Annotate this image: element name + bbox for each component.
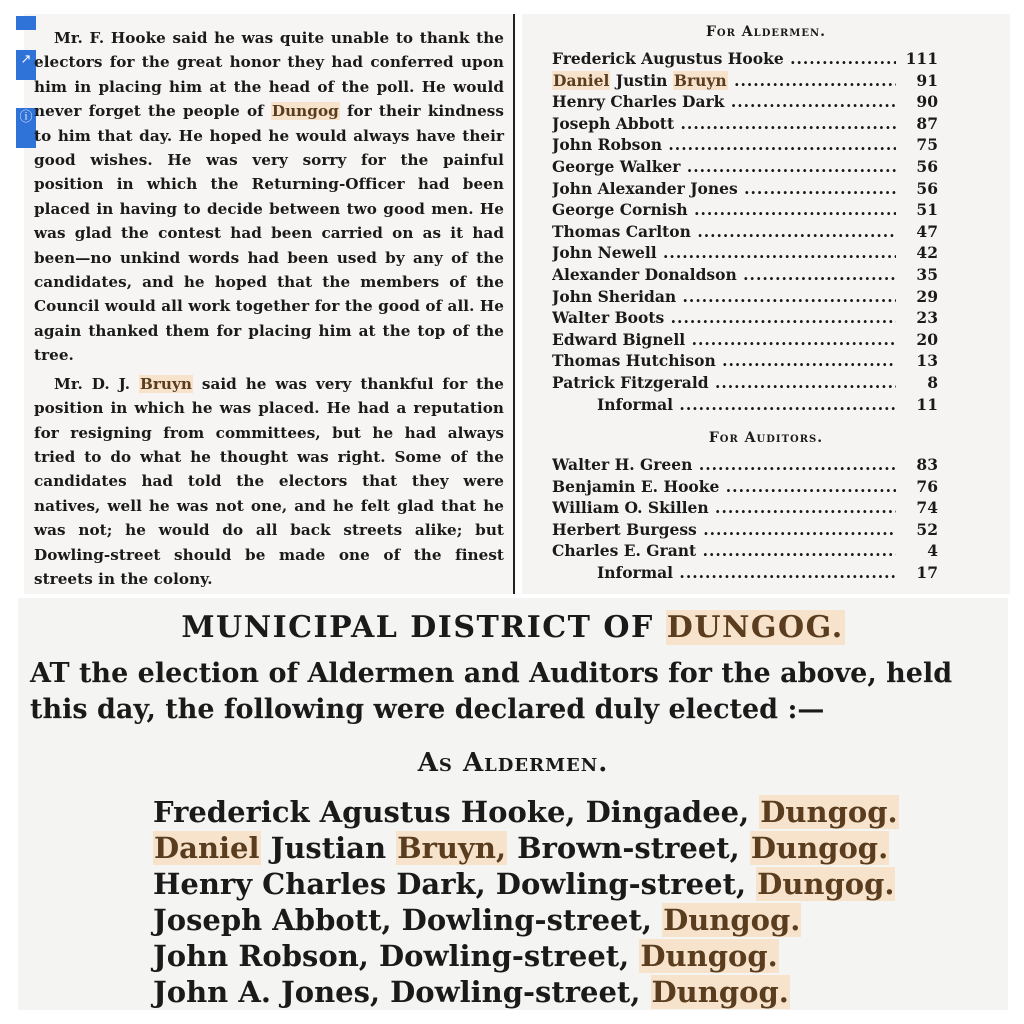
- result-row: [552, 286, 938, 308]
- text-segment: Herbert Burgess: [552, 519, 697, 539]
- result-row: [552, 178, 938, 200]
- result-row: [552, 91, 938, 113]
- auditors-heading: For Auditors.: [708, 430, 824, 446]
- article-paragraph: [34, 372, 504, 592]
- candidate-name: [552, 48, 896, 70]
- candidate-name: [552, 264, 896, 286]
- text-segment: Frederick Augustus Hooke: [552, 49, 784, 68]
- text-segment: Joseph Abbott: [552, 113, 675, 133]
- candidate-name: [552, 519, 896, 541]
- result-row: [552, 497, 938, 519]
- highlighted-term: Dungog: [271, 102, 339, 121]
- vote-count: 90: [916, 92, 938, 112]
- highlighted-term: Bruyn: [673, 70, 727, 90]
- text-segment: John Alexander Jones: [552, 178, 738, 198]
- result-row: [552, 519, 938, 541]
- result-row: [552, 156, 938, 178]
- notice-subheading: As Aldermen.: [417, 748, 609, 778]
- text-segment: Brown-street,: [507, 831, 750, 865]
- candidate-name: [552, 199, 896, 221]
- result-row: [552, 476, 938, 498]
- highlighted-term: Daniel: [154, 831, 260, 865]
- vote-count: 17: [916, 562, 938, 582]
- text-segment: Justian: [260, 831, 397, 865]
- text-segment: MUNICIPAL DISTRICT OF: [181, 610, 666, 645]
- aldermen-results: [552, 48, 938, 415]
- result-row: [552, 70, 938, 92]
- text-segment: Henry Charles Dark, Dowling-street,: [153, 867, 757, 901]
- result-row: [552, 394, 938, 416]
- notice-intro: AT the election of Aldermen and Auditors for the above, held this day, the following were declared duly elected :—: [30, 658, 953, 725]
- text-segment: John Newell: [552, 243, 657, 263]
- viewer-tab-top[interactable]: [16, 16, 36, 30]
- vote-count: 4: [927, 541, 938, 561]
- text-segment: Informal: [597, 394, 674, 414]
- candidate-name: [552, 91, 896, 113]
- aldermen-heading: For Aldermen.: [705, 24, 827, 40]
- result-row: [552, 264, 938, 286]
- results-clipping: [522, 14, 1010, 594]
- vote-count: 20: [916, 329, 938, 349]
- vote-count: 76: [916, 476, 938, 496]
- text-segment: John Robson: [552, 135, 662, 155]
- result-row: [552, 350, 938, 372]
- candidate-name: [552, 476, 896, 498]
- highlighted-term: Bruyn: [139, 374, 192, 393]
- auditors-results: [552, 454, 938, 584]
- highlighted-term: Dungog.: [760, 795, 898, 829]
- elected-alderman: [153, 866, 899, 902]
- candidate-name: [552, 454, 896, 476]
- text-segment: George Walker: [552, 156, 681, 176]
- text-segment: Walter H. Green: [552, 455, 693, 474]
- highlighted-term: Dungog.: [651, 975, 789, 1009]
- candidate-name: [552, 372, 896, 394]
- candidate-name: [552, 394, 896, 416]
- text-segment: Mr. D. J.: [54, 374, 139, 393]
- text-segment: William O. Skillen: [552, 498, 709, 518]
- candidate-name: [552, 221, 896, 243]
- highlighted-term: Dungog.: [640, 939, 778, 973]
- candidate-name: [552, 497, 896, 519]
- vote-count: 74: [916, 498, 938, 518]
- text-segment: George Cornish: [552, 200, 688, 220]
- candidate-name: [552, 307, 896, 329]
- result-row: [552, 134, 938, 156]
- candidate-name: [552, 178, 896, 200]
- result-row: [552, 242, 938, 264]
- elected-alderman: [153, 974, 899, 1010]
- text-segment: John Sheridan: [552, 286, 677, 306]
- candidate-name: [552, 350, 896, 372]
- vote-count: 29: [916, 286, 938, 306]
- vote-count: 51: [916, 200, 938, 220]
- result-row: [552, 540, 938, 562]
- candidate-name: [552, 70, 896, 92]
- text-segment: for their kindness to him that day. He hoped he would always have their good wishes. He was very sorry for the painful position in which the Returning-Officer had been placed in having to decide between two good men. He was glad the contest had been carried on as it had been—no unkind words had been used by any of the candidates, and he hoped that the members of the Council would all work together for the good of all. He again thanked them for placing him at the top of the tree.: [34, 102, 504, 365]
- vote-count: 23: [916, 308, 938, 328]
- text-segment: Mr. F. Hooke said he was quite unable to thank the electors for the great honor they had conferred upon him in placing him at the head of the poll. He would never forget the people of: [34, 29, 504, 121]
- highlighted-term: Daniel: [553, 70, 610, 90]
- vote-count: 83: [916, 455, 938, 474]
- vote-count: 11: [916, 394, 938, 414]
- text-segment: Patrick Fitzgerald: [552, 372, 709, 392]
- vote-count: 75: [916, 135, 938, 155]
- vote-count: 52: [916, 519, 938, 539]
- text-segment: Alexander Donaldson: [552, 264, 737, 284]
- text-segment: Henry Charles Dark: [552, 92, 725, 112]
- elected-alderman: [153, 830, 899, 866]
- notice-clipping: [18, 598, 1008, 1010]
- text-segment: John A. Jones, Dowling-street,: [153, 975, 651, 1009]
- text-segment: Justin: [610, 70, 673, 90]
- article-text: [34, 26, 504, 591]
- info-icon[interactable]: ⓘ: [16, 108, 36, 148]
- candidate-name: [552, 134, 896, 156]
- vote-count: 13: [916, 351, 938, 371]
- candidate-name: [552, 540, 896, 562]
- highlighted-term: Dungog.: [750, 831, 889, 865]
- candidate-name: [552, 286, 896, 308]
- result-row: [552, 454, 938, 476]
- text-segment: Informal: [597, 562, 674, 582]
- elected-alderman: [153, 938, 899, 974]
- result-row: [552, 329, 938, 351]
- result-row: [552, 48, 938, 70]
- expand-icon[interactable]: ↗: [16, 50, 36, 80]
- text-segment: Walter Boots: [552, 308, 665, 328]
- vote-count: 91: [916, 70, 938, 90]
- result-row: [552, 199, 938, 221]
- text-segment: Benjamin E. Hooke: [552, 476, 720, 496]
- result-row: [552, 372, 938, 394]
- result-row: [552, 307, 938, 329]
- text-segment: Thomas Hutchison: [552, 351, 716, 371]
- vote-count: 35: [916, 264, 938, 284]
- highlighted-term: Bruyn,: [397, 831, 507, 865]
- vote-count: 87: [916, 113, 938, 133]
- elected-alderman: [153, 902, 899, 938]
- text-segment: Thomas Carlton: [552, 221, 691, 241]
- result-row: [552, 113, 938, 135]
- vote-count: 56: [916, 156, 938, 176]
- candidate-name: [552, 242, 896, 264]
- highlighted-term: Dungog.: [757, 867, 895, 901]
- result-row: [552, 221, 938, 243]
- elected-alderman: [153, 794, 899, 830]
- notice-title: [18, 610, 1008, 645]
- vote-count: 111: [905, 49, 938, 68]
- vote-count: 8: [927, 372, 938, 392]
- highlighted-term: DUNGOG.: [666, 610, 844, 645]
- elected-list: [153, 794, 899, 1010]
- text-segment: Frederick Agustus Hooke, Dingadee,: [153, 795, 760, 829]
- candidate-name: [552, 156, 896, 178]
- vote-count: 47: [916, 221, 938, 241]
- vote-count: 42: [916, 243, 938, 263]
- result-row: [552, 562, 938, 584]
- text-segment: Joseph Abbott, Dowling-street,: [153, 903, 663, 937]
- highlighted-term: Dungog.: [663, 903, 801, 937]
- candidate-name: [552, 113, 896, 135]
- text-segment: John Robson, Dowling-street,: [153, 939, 640, 973]
- candidate-name: [552, 562, 896, 584]
- text-segment: Edward Bignell: [552, 329, 686, 349]
- text-segment: Charles E. Grant: [552, 541, 697, 561]
- text-segment: said he was very thankful for the position in which he was placed. He had a reputation for resigning from committees, but he had always tried to do what he thought was right. Some of the candidates had told the electors that they were natives, well he was not one, and he felt glad that he was not; he would do all back streets alike; but Dowling-street should be made one of the finest streets in the colony.: [34, 374, 505, 588]
- article-paragraph: [34, 26, 504, 368]
- candidate-name: [552, 329, 896, 351]
- vote-count: 56: [916, 178, 938, 198]
